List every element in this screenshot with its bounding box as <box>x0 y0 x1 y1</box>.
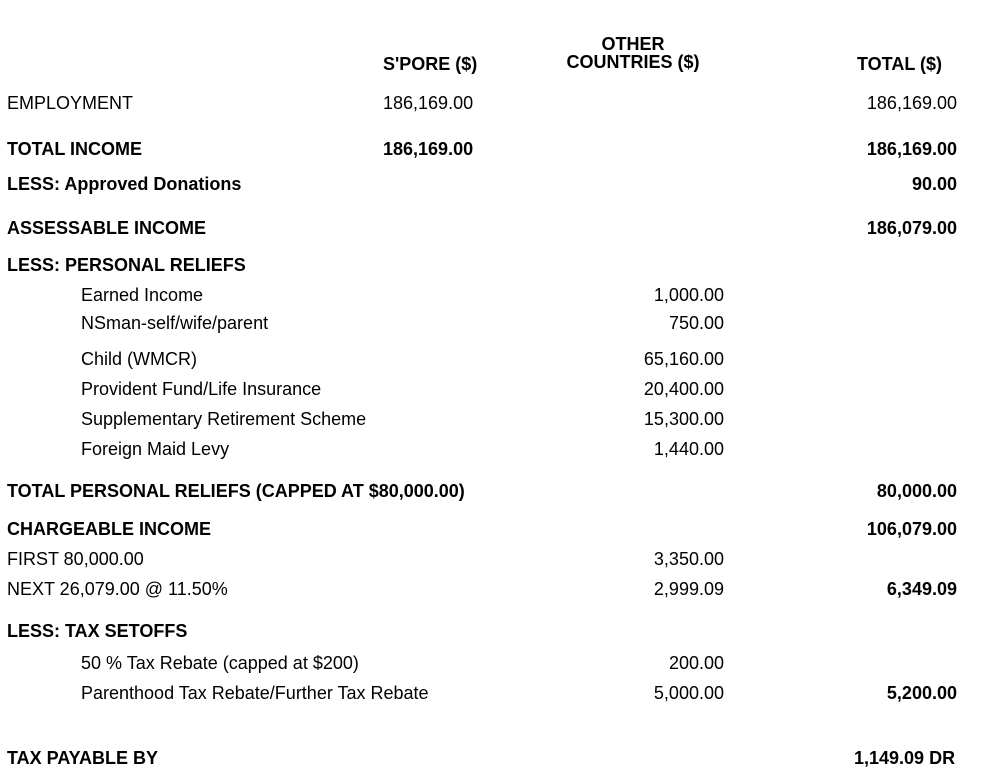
relief-amount: 15,300.00 <box>643 409 724 429</box>
total-income-total: 186,169.00 <box>866 139 957 159</box>
donations-total: 90.00 <box>911 174 957 194</box>
first-bracket-amount: 3,350.00 <box>653 549 724 569</box>
header-other-line1: OTHER <box>601 34 665 54</box>
relief-label: Provident Fund/Life Insurance <box>81 379 322 399</box>
tax-rebate-amount: 200.00 <box>668 653 724 673</box>
tax-payable-total: 1,149.09 DR <box>854 748 956 768</box>
tax-setoffs-heading: LESS: TAX SETOFFS <box>7 621 188 641</box>
relief-label: NSman-self/wife/parent <box>81 313 269 333</box>
assessable-income-label: ASSESSABLE INCOME <box>7 218 207 238</box>
gross-tax-total: 6,349.09 <box>886 579 957 599</box>
setoffs-total: 5,200.00 <box>886 683 957 703</box>
relief-amount: 1,440.00 <box>653 439 724 459</box>
employment-total: 186,169.00 <box>866 93 957 113</box>
relief-amount: 750.00 <box>668 313 724 333</box>
parenthood-rebate-amount: 5,000.00 <box>653 683 724 703</box>
first-bracket-label: FIRST 80,000.00 <box>7 549 144 569</box>
relief-label: Foreign Maid Levy <box>81 439 230 459</box>
relief-label: Supplementary Retirement Scheme <box>81 409 367 429</box>
total-income-spore: 186,169.00 <box>383 139 474 159</box>
header-other-line2: COUNTRIES ($) <box>566 52 700 72</box>
header-total: TOTAL ($) <box>857 54 942 74</box>
tax-rebate-label: 50 % Tax Rebate (capped at $200) <box>81 653 359 673</box>
relief-amount: 20,400.00 <box>643 379 724 399</box>
relief-amount: 65,160.00 <box>643 349 724 369</box>
parenthood-rebate-label: Parenthood Tax Rebate/Further Tax Rebate <box>81 683 429 703</box>
relief-amount: 1,000.00 <box>653 285 724 305</box>
employment-spore: 186,169.00 <box>383 93 474 113</box>
assessable-income-total: 186,079.00 <box>866 218 957 238</box>
total-income-label: TOTAL INCOME <box>7 139 142 159</box>
next-bracket-amount: 2,999.09 <box>653 579 724 599</box>
next-bracket-label: NEXT 26,079.00 @ 11.50% <box>7 579 228 599</box>
chargeable-income-total: 106,079.00 <box>866 519 957 539</box>
relief-label: Earned Income <box>81 285 204 305</box>
header-other-countries <box>548 35 718 71</box>
header-spore: S'PORE ($) <box>383 54 478 74</box>
personal-reliefs-heading: LESS: PERSONAL RELIEFS <box>7 255 246 275</box>
total-personal-reliefs-label: TOTAL PERSONAL RELIEFS (CAPPED AT $80,000.00) <box>7 481 465 501</box>
relief-label: Child (WMCR) <box>81 349 197 369</box>
tax-payable-label: TAX PAYABLE BY <box>7 748 159 768</box>
employment-label: EMPLOYMENT <box>7 93 134 113</box>
chargeable-income-label: CHARGEABLE INCOME <box>7 519 212 539</box>
donations-label: LESS: Approved Donations <box>7 174 242 194</box>
total-personal-reliefs-total: 80,000.00 <box>876 481 957 501</box>
